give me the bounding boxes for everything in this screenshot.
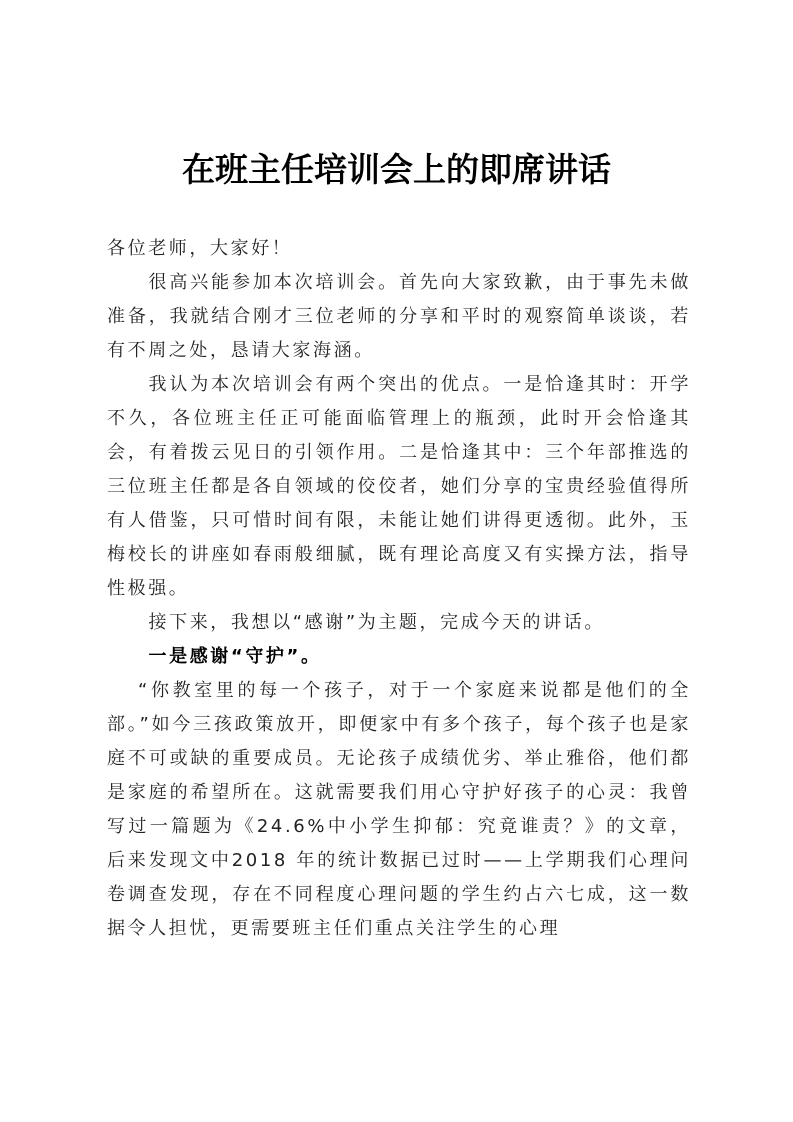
document-body (107, 232, 691, 946)
salutation: 各位老师，大家好！ (107, 238, 293, 259)
document-title: 在班主任培训会上的即席讲话 (182, 150, 611, 189)
section-heading-guardianship: 一是感谢“守护”。 (148, 646, 322, 667)
paragraph-intro: 很高兴能参加本次培训会。首先向大家致歉，由于事先未做准备，我就结合刚才三位老师的分享和平时的观察简单谈谈，若有不周之处，恳请大家海涵。 (107, 272, 691, 361)
paragraph-theme: 接下来，我想以“感谢”为主题，完成今天的讲话。 (148, 612, 605, 633)
paragraph-guardianship: “你教室里的每一个孩子，对于一个家庭来说都是他们的全部。”如今三孩政策放开，即便家中有多个孩子，每个孩子也是家庭不可或缺的重要成员。无论孩子成绩优劣、举止雅俗，他们都是家庭的希望所在。这就需要我们用心守护好孩子的心灵：我曾写过一篇题为《24.6%中小学生抑郁：究竟谁责？》的文章，后来发现文中2018 年的统计数据已过时——上学期我们心理问卷调查发现，存在不同程度心理问题的学生约占六七成，这一数据令人担忧，更需要班主任们重点关注学生的心理 (107, 680, 691, 939)
paragraph-highlights: 我认为本次培训会有两个突出的优点。一是恰逢其时：开学不久，各位班主任正可能面临管理上的瓶颈，此时开会恰逢其会，有着拨云见日的引领作用。二是恰逢其中：三个年部推选的三位班主任都是各自领域的佼佼者，她们分享的宝贵经验值得所有人借鉴，只可惜时间有限，未能让她们讲得更透彻。此外，玉梅校长的讲座如春雨般细腻，既有理论高度又有实操方法，指导性极强。 (107, 374, 691, 599)
